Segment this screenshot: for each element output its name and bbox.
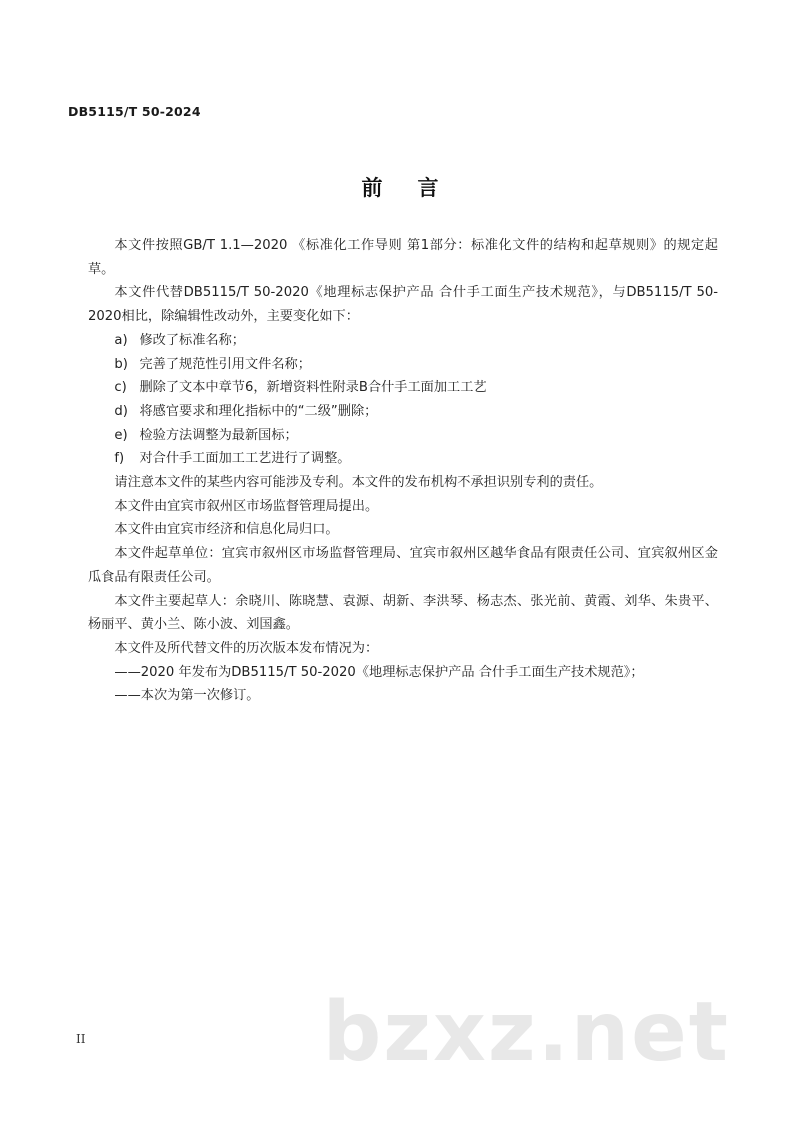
list-item bbox=[88, 329, 718, 353]
list-item-text: 对合什手工面加工工艺进行了调整。 bbox=[139, 451, 351, 467]
list-item-text: 将感官要求和理化指标中的“二级”删除； bbox=[139, 403, 378, 419]
list-item-text: 完善了规范性引用文件名称； bbox=[139, 356, 311, 372]
list-item-label: d) bbox=[114, 403, 128, 419]
list-item-label: b) bbox=[114, 356, 128, 372]
history-item: ——2020 年发布为DB5115/T 50-2020《地理标志保护产品 合什手工面生产技术规范》； bbox=[114, 664, 644, 680]
history-list bbox=[88, 661, 718, 708]
paragraph-drafters: 本文件主要起草人：余晓川、陈晓慧、袁源、胡新、李洪琴、杨志杰、张光前、黄霞、刘华、朱贵平、杨丽平、黄小兰、陈小波、刘国鑫。 bbox=[88, 593, 718, 633]
paragraph-drafting-units: 本文件起草单位：宜宾市叙州区市场监督管理局、宜宾市叙州区越华食品有限责任公司、宜宾叙州区金瓜食品有限责任公司。 bbox=[88, 546, 718, 585]
document-body bbox=[88, 234, 718, 708]
document-code: DB5115/T 50-2024 bbox=[68, 104, 201, 119]
list-item bbox=[88, 424, 718, 448]
paragraph-drafting-rule: 本文件按照GB/T 1.1—2020 《标准化工作导则 第1部分：标准化文件的结构和起草规则》的规定起草。 bbox=[88, 238, 718, 277]
changes-list bbox=[88, 329, 718, 471]
list-item-label: a) bbox=[114, 332, 128, 348]
page-number: II bbox=[76, 1032, 86, 1046]
list-item bbox=[88, 376, 718, 400]
list-item-text: 修改了标准名称； bbox=[139, 332, 245, 348]
paragraph-history-intro: 本文件及所代替文件的历次版本发布情况为： bbox=[114, 640, 379, 656]
paragraph-replaces: 本文件代替DB5115/T 50-2020《地理标志保护产品 合什手工面生产技术规范》，与DB5115/T 50-2020相比，除编辑性改动外，主要变化如下： bbox=[88, 285, 718, 325]
list-item-text: 删除了文本中章节6，新增资料性附录B合什手工面加工工艺 bbox=[139, 380, 487, 396]
paragraph-proposer: 本文件由宜宾市叙州区市场监督管理局提出。 bbox=[114, 498, 379, 514]
list-item-text: 检验方法调整为最新国标； bbox=[139, 427, 298, 443]
watermark-logo: bzxz.net bbox=[322, 985, 730, 1080]
page-title: 前言 bbox=[361, 176, 474, 200]
list-item bbox=[88, 353, 718, 377]
list-item-label: e) bbox=[114, 427, 128, 443]
paragraph-patent-notice: 请注意本文件的某些内容可能涉及专利。本文件的发布机构不承担识别专利的责任。 bbox=[114, 475, 603, 491]
list-item-label: f) bbox=[114, 451, 125, 467]
history-item: ——本次为第一次修订。 bbox=[114, 688, 260, 704]
list-item bbox=[88, 400, 718, 424]
paragraph-administrator: 本文件由宜宾市经济和信息化局归口。 bbox=[114, 522, 339, 538]
list-item-label: c) bbox=[114, 380, 127, 396]
list-item bbox=[88, 447, 718, 471]
